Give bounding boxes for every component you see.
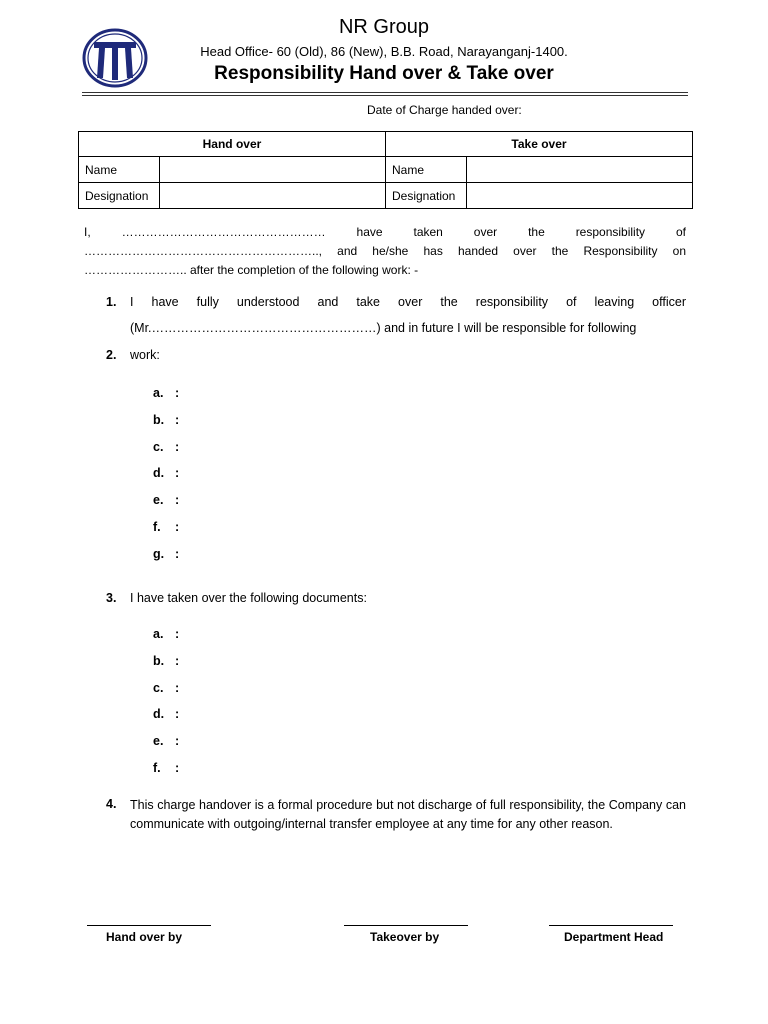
subitem-letter: f. bbox=[153, 520, 161, 534]
item-2-subitem-c bbox=[153, 440, 179, 454]
handover-name-label: Name bbox=[79, 157, 160, 183]
item-2-subitem-g bbox=[153, 547, 179, 561]
item-3-number: 3. bbox=[106, 591, 117, 605]
header-divider bbox=[82, 92, 688, 93]
item-1-line-1: I have fully understood and take over the responsibility of leaving officer bbox=[130, 295, 686, 309]
subitem-colon: : bbox=[175, 627, 180, 641]
item-3-subitem-a bbox=[153, 627, 179, 641]
takeover-by-label: Takeover by bbox=[370, 930, 440, 944]
handover-name-field[interactable] bbox=[159, 157, 385, 183]
subitem-colon: : bbox=[175, 493, 180, 507]
subitem-letter: g. bbox=[153, 547, 165, 561]
item-3-subitem-b bbox=[153, 654, 179, 668]
subitem-colon: : bbox=[175, 413, 180, 427]
subitem-letter: a. bbox=[153, 386, 164, 400]
subitem-letter: c. bbox=[153, 681, 164, 695]
subitem-colon: : bbox=[175, 466, 180, 480]
item-2-subitem-d bbox=[153, 466, 179, 480]
takeover-signature-line bbox=[344, 925, 468, 926]
item-3-subitem-f bbox=[153, 761, 179, 775]
item-2-subitem-f bbox=[153, 520, 179, 534]
company-name: NR Group bbox=[338, 16, 430, 38]
handover-by-label: Hand over by bbox=[106, 930, 183, 944]
subitem-letter: b. bbox=[153, 654, 165, 668]
intro-paragraph: I, …………………………………………… have taken over the responsibility of ………………………………………………….., and he/she has handed over the Responsibility on …………………….. after the completion of the following work: - bbox=[84, 225, 686, 277]
subitem-letter: e. bbox=[153, 734, 164, 748]
item-2-text: work: bbox=[130, 348, 160, 362]
subitem-colon: : bbox=[175, 707, 180, 721]
subitem-letter: d. bbox=[153, 466, 165, 480]
item-3-subitem-c bbox=[153, 681, 179, 695]
item-3-subitem-d bbox=[153, 707, 179, 721]
item-2-number: 2. bbox=[106, 348, 117, 362]
handover-header: Hand over bbox=[79, 132, 386, 157]
item-1-number: 1. bbox=[106, 295, 117, 309]
department-head-signature-line bbox=[549, 925, 673, 926]
subitem-letter: b. bbox=[153, 413, 165, 427]
item-2-subitem-a bbox=[153, 386, 179, 400]
takeover-designation-field[interactable] bbox=[466, 183, 692, 209]
takeover-name-label: Name bbox=[385, 157, 466, 183]
item-2-subitem-b bbox=[153, 413, 179, 427]
subitem-colon: : bbox=[175, 547, 180, 561]
item-1-line-2: (Mr.………………………………………………) and in future I will be responsible for following bbox=[130, 321, 637, 335]
subitem-letter: a. bbox=[153, 627, 164, 641]
item-2-subitem-e bbox=[153, 493, 179, 507]
subitem-letter: c. bbox=[153, 440, 164, 454]
handover-designation-field[interactable] bbox=[159, 183, 385, 209]
takeover-name-field[interactable] bbox=[466, 157, 692, 183]
takeover-header: Take over bbox=[385, 132, 692, 157]
subitem-colon: : bbox=[175, 520, 180, 534]
handover-table bbox=[78, 131, 693, 209]
item-3-text: I have taken over the following documents: bbox=[130, 591, 367, 605]
office-address: Head Office- 60 (Old), 86 (New), B.B. Road, Narayanganj-1400. bbox=[200, 44, 568, 59]
subitem-colon: : bbox=[175, 654, 180, 668]
item-3-subitem-e bbox=[153, 734, 179, 748]
takeover-designation-label: Designation bbox=[385, 183, 466, 209]
department-head-label: Department Head bbox=[564, 930, 664, 944]
item-4-number: 4. bbox=[106, 797, 117, 811]
header-divider-double bbox=[82, 95, 688, 96]
handover-signature-line bbox=[87, 925, 211, 926]
document-title: Responsibility Hand over & Take over bbox=[214, 63, 554, 84]
subitem-letter: e. bbox=[153, 493, 164, 507]
date-of-charge-label: Date of Charge handed over: bbox=[367, 103, 522, 117]
subitem-colon: : bbox=[175, 681, 180, 695]
item-4-text: This charge handover is a formal procedure but not discharge of full responsibility, the Company can communicate with outgoing/internal transfer employee at any time for any other reason. bbox=[130, 798, 686, 831]
subitem-colon: : bbox=[175, 734, 180, 748]
subitem-letter: d. bbox=[153, 707, 165, 721]
subitem-colon: : bbox=[175, 386, 180, 400]
subitem-letter: f. bbox=[153, 761, 161, 775]
handover-designation-label: Designation bbox=[79, 183, 160, 209]
subitem-colon: : bbox=[175, 440, 180, 454]
subitem-colon: : bbox=[175, 761, 180, 775]
